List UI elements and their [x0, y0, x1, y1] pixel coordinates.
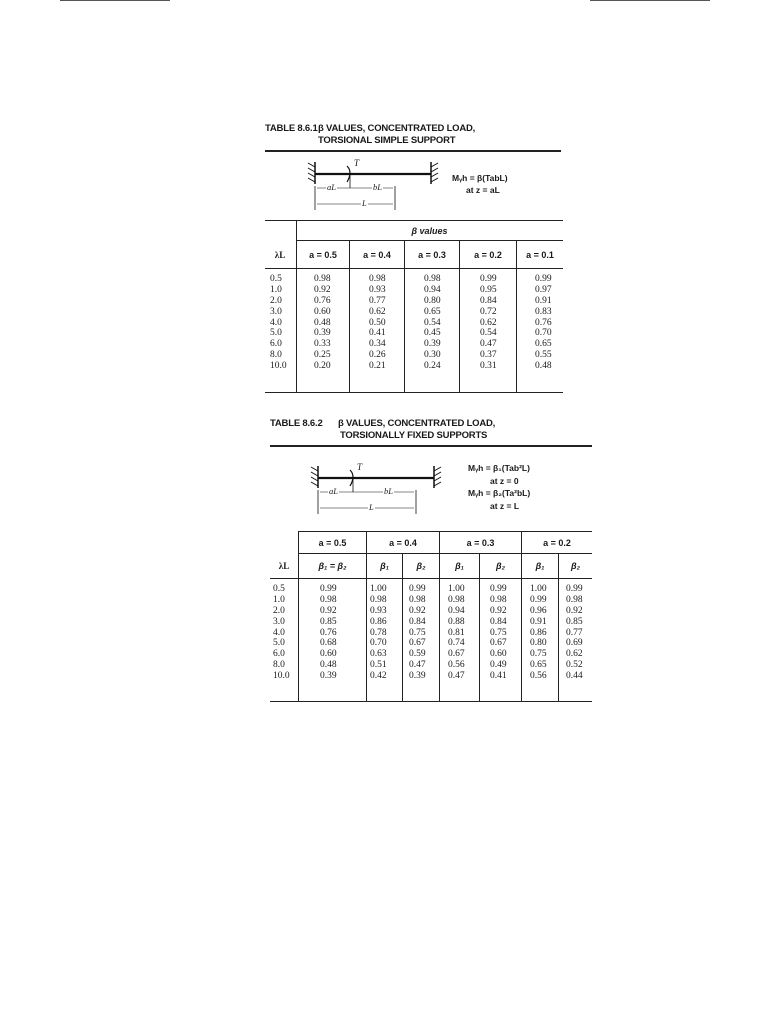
table2-formula-moment-1: Mᵧh = β₁(Tab²L)	[468, 463, 530, 473]
table-cell: 0.56	[530, 671, 547, 682]
table2-group-rule	[298, 553, 592, 554]
table-cell: 0.47	[409, 660, 426, 671]
table2-vline	[402, 554, 403, 702]
table-cell: 0.98	[490, 594, 507, 605]
table-cell: 0.60	[320, 649, 337, 660]
table-cell: 6.0	[270, 339, 282, 350]
table2-group-header: a = 0.2	[543, 538, 571, 548]
table1-data-column	[480, 274, 497, 372]
table-cell: 0.84	[480, 295, 497, 306]
table2-vline	[558, 554, 559, 702]
table2-formula-location-2: at z = L	[490, 501, 520, 511]
table-cell: 0.5	[273, 584, 285, 594]
table-cell: 0.69	[566, 638, 583, 649]
table1-header-top-rule	[265, 220, 563, 221]
table-cell: 0.91	[535, 295, 552, 306]
table1-col-header: a = 0.3	[418, 250, 446, 260]
table-cell: 0.47	[480, 339, 497, 350]
table-cell: 0.67	[490, 638, 507, 649]
table1-col-header: a = 0.5	[309, 250, 337, 260]
table-cell: 0.52	[566, 660, 583, 671]
table2-vline	[479, 554, 480, 702]
table-cell: 0.59	[409, 649, 426, 660]
table-cell: 0.94	[448, 605, 465, 616]
table1-vline	[296, 220, 297, 393]
table-cell: 0.80	[424, 295, 441, 306]
table2-sub-header: β₂	[495, 561, 506, 571]
table-cell: 0.86	[370, 616, 387, 627]
table2-sub-header: β₂	[416, 561, 426, 571]
table-cell: 0.21	[369, 361, 386, 372]
table1-label: TABLE 8.6.1	[265, 123, 318, 134]
table2-row-header: λL	[278, 561, 290, 571]
table-cell: 0.60	[314, 306, 331, 317]
table-cell: 0.39	[409, 671, 426, 682]
table2-group-header: a = 0.4	[389, 538, 417, 548]
table2-data-column	[530, 584, 547, 682]
table1-vline	[349, 241, 350, 393]
table1-bl-label: bL	[373, 182, 382, 192]
table1-group-rule	[296, 240, 563, 241]
table-cell: 2.0	[270, 295, 282, 306]
table-cell: 0.98	[369, 274, 386, 284]
table1-col-header: a = 0.1	[526, 250, 554, 260]
table-cell: 0.39	[314, 328, 331, 339]
table-cell: 0.76	[535, 317, 552, 328]
table-cell: 6.0	[273, 649, 285, 660]
table1-top-rule	[265, 150, 561, 152]
table-cell: 0.48	[320, 660, 337, 671]
table-cell: 0.92	[409, 605, 426, 616]
table1-data-column	[314, 274, 331, 372]
table-cell: 0.65	[535, 339, 552, 350]
table2-group-header: a = 0.3	[466, 538, 495, 548]
table-cell: 0.65	[530, 660, 547, 671]
table1-data-column	[369, 274, 386, 372]
table-cell: 8.0	[270, 350, 282, 361]
table1-group-header: β values	[411, 226, 448, 236]
table-cell: 0.45	[424, 328, 441, 339]
table-cell: 1.0	[270, 284, 282, 295]
table2-data-column	[566, 584, 583, 682]
table-cell: 0.78	[370, 627, 387, 638]
table-cell: 0.48	[314, 317, 331, 328]
table1-col-header: a = 0.2	[474, 250, 502, 260]
table-cell: 0.65	[424, 306, 441, 317]
table-cell: 0.56	[448, 660, 465, 671]
table-cell: 0.85	[320, 616, 337, 627]
table-cell: 0.49	[490, 660, 507, 671]
table-cell: 0.92	[314, 284, 331, 295]
table2-data-column	[409, 584, 426, 682]
table-cell: 10.0	[273, 671, 290, 682]
table-cell: 10.0	[270, 361, 287, 372]
scan-edge-line	[60, 0, 170, 1]
table-cell: 0.39	[320, 671, 337, 682]
table-cell: 0.51	[370, 660, 387, 671]
table-cell: 0.60	[490, 649, 507, 660]
table2-data-column	[490, 584, 507, 682]
table-cell: 0.99	[490, 584, 507, 594]
table2-vline	[439, 531, 440, 702]
table-cell: 0.70	[535, 328, 552, 339]
table-cell: 5.0	[273, 638, 285, 649]
table1-vline	[516, 241, 517, 393]
table-cell: 0.41	[490, 671, 507, 682]
table-cell: 0.48	[535, 361, 552, 372]
table-cell: 0.50	[369, 317, 386, 328]
table-cell: 0.63	[370, 649, 387, 660]
scan-edge-line	[590, 0, 710, 1]
table2-sub-header: β₁ = β₂	[318, 561, 347, 571]
table1-torque-label: T	[354, 158, 360, 168]
table-cell: 0.26	[369, 350, 386, 361]
table2-formula-moment-2: Mᵧh = β₂(Ta²bL)	[468, 488, 531, 498]
table1-vline	[404, 241, 405, 393]
table-cell: 0.41	[369, 328, 386, 339]
table1-col-header: a = 0.4	[363, 250, 391, 260]
table-cell: 0.68	[320, 638, 337, 649]
table2-title-line2: TORSIONALLY FIXED SUPPORTS	[340, 430, 488, 441]
table-cell: 0.84	[490, 616, 507, 627]
table2-sub-header: β₁	[535, 561, 545, 571]
table-cell: 0.77	[369, 295, 386, 306]
table2-lambda-column	[273, 584, 290, 682]
table-cell: 3.0	[273, 616, 285, 627]
table-cell: 0.20	[314, 361, 331, 372]
table-cell: 0.33	[314, 339, 331, 350]
table-cell: 0.88	[448, 616, 465, 627]
table-cell: 0.92	[320, 605, 337, 616]
table-cell: 0.99	[320, 584, 337, 594]
table2-sub-header: β₁	[380, 561, 389, 571]
table-cell: 0.98	[424, 274, 441, 284]
table2-vline	[521, 531, 522, 702]
table-cell: 0.93	[369, 284, 386, 295]
table1-formula-location: at z = aL	[466, 185, 500, 195]
table2-vline	[298, 531, 299, 702]
table-cell: 0.54	[424, 317, 441, 328]
table2-label: TABLE 8.6.2	[270, 418, 323, 429]
table-cell: 2.0	[273, 605, 285, 616]
table-cell: 4.0	[273, 627, 285, 638]
table-cell: 0.98	[566, 594, 583, 605]
table2-al-label: aL	[329, 486, 338, 496]
table-cell: 0.31	[480, 361, 497, 372]
table2-torque-label: T	[357, 462, 363, 472]
table-cell: 0.99	[409, 584, 426, 594]
table2-group-header: a = 0.5	[318, 538, 347, 548]
table-cell: 0.96	[530, 605, 547, 616]
table-cell: 0.97	[535, 284, 552, 295]
table-cell: 0.34	[369, 339, 386, 350]
table2-header-bottom-rule	[270, 578, 592, 579]
table1-data-column	[535, 274, 552, 372]
table-cell: 1.00	[530, 584, 547, 594]
table-cell: 0.76	[320, 627, 337, 638]
table1-row-header: λL	[274, 250, 286, 260]
table1-l-label: L	[362, 198, 367, 208]
table1-title-line1: β VALUES, CONCENTRATED LOAD,	[318, 123, 476, 134]
table-cell: 0.86	[530, 627, 547, 638]
table-cell: 0.85	[566, 616, 583, 627]
table-cell: 0.37	[480, 350, 497, 361]
table-cell: 0.95	[480, 284, 497, 295]
table-cell: 0.99	[530, 594, 547, 605]
table-cell: 0.25	[314, 350, 331, 361]
table-cell: 0.75	[409, 627, 426, 638]
table-cell: 0.83	[535, 306, 552, 317]
table2-bottom-rule	[270, 701, 592, 702]
table-cell: 0.47	[448, 671, 465, 682]
table1-formula-moment: Mᵧh = β(TabL)	[452, 173, 508, 183]
table2-data-column	[448, 584, 465, 682]
table-cell: 0.99	[480, 274, 497, 284]
table-cell: 5.0	[270, 328, 282, 339]
table-cell: 0.75	[490, 627, 507, 638]
table-cell: 8.0	[273, 660, 285, 671]
table-cell: 4.0	[270, 317, 282, 328]
table1-header-bottom-rule	[265, 268, 563, 269]
table2-bl-label: bL	[384, 486, 393, 496]
table-cell: 0.98	[370, 594, 387, 605]
table-cell: 0.93	[370, 605, 387, 616]
table-cell: 0.76	[314, 295, 331, 306]
table1-title-line2: TORSIONAL SIMPLE SUPPORT	[318, 135, 456, 146]
table-cell: 0.98	[314, 274, 331, 284]
table-cell: 0.98	[448, 594, 465, 605]
table2-title-line1: β VALUES, CONCENTRATED LOAD,	[338, 418, 496, 429]
table2-formula-location-1: at z = 0	[490, 476, 519, 486]
table-cell: 0.92	[490, 605, 507, 616]
table1-al-label: aL	[327, 182, 336, 192]
table-cell: 0.42	[370, 671, 387, 682]
table2-vline	[366, 531, 367, 702]
table2-header-top-rule	[298, 531, 592, 532]
table-cell: 1.00	[370, 584, 387, 594]
table-cell: 0.44	[566, 671, 583, 682]
table-cell: 0.81	[448, 627, 465, 638]
table-cell: 0.5	[270, 274, 282, 284]
table-cell: 0.39	[424, 339, 441, 350]
table-cell: 0.94	[424, 284, 441, 295]
table-cell: 0.30	[424, 350, 441, 361]
table-cell: 0.98	[320, 594, 337, 605]
table-cell: 3.0	[270, 306, 282, 317]
table-cell: 0.62	[566, 649, 583, 660]
table-cell: 0.77	[566, 627, 583, 638]
table-cell: 0.70	[370, 638, 387, 649]
table-cell: 0.99	[535, 274, 552, 284]
table2-sub-header: β₂	[570, 561, 581, 571]
table-cell: 0.67	[448, 649, 465, 660]
table2-l-label: L	[369, 502, 374, 512]
table2-sub-header: β₁	[455, 561, 464, 571]
table2-data-column	[320, 584, 337, 682]
table1-vline	[459, 241, 460, 393]
table1-bottom-rule	[265, 392, 563, 393]
table-cell: 1.0	[273, 594, 285, 605]
table-cell: 1.00	[448, 584, 465, 594]
table-cell: 0.98	[409, 594, 426, 605]
table-cell: 0.62	[369, 306, 386, 317]
table-cell: 0.84	[409, 616, 426, 627]
table2-top-rule	[270, 445, 592, 447]
table-cell: 0.54	[480, 328, 497, 339]
table-cell: 0.99	[566, 584, 583, 594]
table-cell: 0.92	[566, 605, 583, 616]
table-cell: 0.80	[530, 638, 547, 649]
table-cell: 0.72	[480, 306, 497, 317]
table-cell: 0.67	[409, 638, 426, 649]
table-cell: 0.55	[535, 350, 552, 361]
table1-data-column	[424, 274, 441, 372]
table-cell: 0.74	[448, 638, 465, 649]
table-cell: 0.62	[480, 317, 497, 328]
table-cell: 0.91	[530, 616, 547, 627]
table-cell: 0.75	[530, 649, 547, 660]
table-cell: 0.24	[424, 361, 441, 372]
table1-lambda-column	[270, 274, 287, 372]
table2-data-column	[370, 584, 387, 682]
